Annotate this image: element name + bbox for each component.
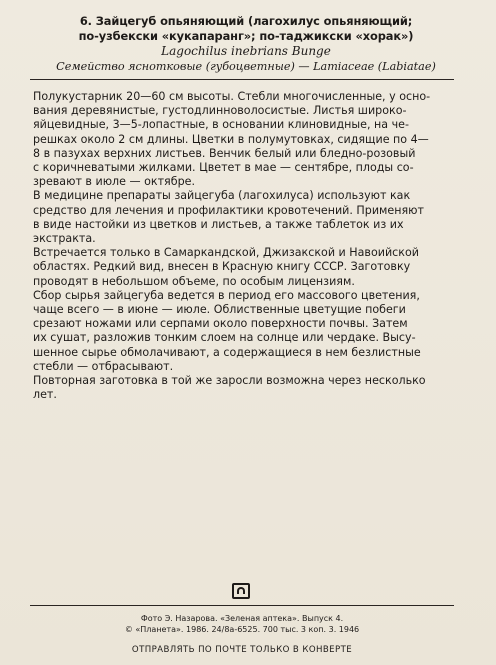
- title-line-2: по-узбекски «кукапаранг»; по-таджикски «хорак»): [78, 29, 414, 43]
- credits: [30, 613, 454, 635]
- text-line: лет.: [33, 388, 57, 402]
- text-line: яйцевидные, 3—5-лопастные, в основании клиновидные, на че-: [33, 118, 410, 132]
- text-line: Встречается только в Самаркандской, Джизакской и Навоийской: [33, 246, 419, 260]
- publisher-logo-icon: [232, 583, 250, 599]
- text-line: чаще всего — в июне — июле. Облиственные цветущие побеги: [33, 303, 406, 317]
- text-line: зревают в июле — октябре.: [33, 175, 195, 189]
- text-line: их сушат, разложив тонким слоем на солнце или чердаке. Высу-: [33, 331, 416, 345]
- credit-line-1: Фото Э. Назарова. «Зеленая аптека». Выпуск 4.: [140, 614, 344, 623]
- top-divider: [30, 79, 454, 80]
- text-line: стебли — отбрасывают.: [33, 359, 174, 373]
- text-line: Сбор сырья зайцегуба ведется в период его массового цветения,: [33, 288, 420, 302]
- paragraph-medicine: [33, 189, 457, 246]
- text-line: вания деревянистые, густодлинноволосистые. Листья широко-: [33, 104, 407, 118]
- text-line: решках около 2 см длины. Цветки в полумутовках, сидящие по 4—: [33, 132, 429, 146]
- text-line: Повторная заготовка в той же заросли возможна через несколько: [33, 374, 426, 388]
- family-line: Семейство яснотковые (губоцветные) — Lamiaceae (Labiatae): [56, 60, 436, 73]
- text-line: средство для лечения и профилактики кровотечений. Применяют: [33, 203, 424, 217]
- text-line: с коричневатыми жилками. Цветет в мае — сентябре, плоды со-: [33, 161, 414, 175]
- latin-name: Lagochilus inebrians Bunge: [161, 44, 331, 58]
- description-text: [33, 90, 457, 402]
- text-line: экстракта.: [33, 232, 96, 246]
- text-line: проводят в небольшом объеме, по особым лицензиям.: [33, 274, 355, 288]
- title-line-1: 6. Зайцегуб опьяняющий (лагохилус опьяняющий;: [79, 14, 413, 28]
- text-line: 8 в пазухах верхних листьев. Венчик белый или бледно-розовый: [33, 146, 416, 160]
- mail-note: ОТПРАВЛЯТЬ ПО ПОЧТЕ ТОЛЬКО В КОНВЕРТЕ: [131, 645, 353, 655]
- paragraph-description: [33, 90, 457, 189]
- text-line: Полукустарник 20—60 см высоты. Стебли многочисленные, у осно-: [33, 90, 431, 103]
- card-header: [30, 14, 462, 74]
- text-line: срезают ножами или серпами около поверхности почвы. Затем: [33, 317, 408, 331]
- paragraph-range: [33, 246, 457, 289]
- text-line: В медицине препараты зайцегуба (лагохилуса) используют как: [33, 189, 411, 203]
- text-line: шенное сырье обмолачивают, а содержащиеся в нем безлистные: [33, 345, 421, 359]
- text-line: областях. Редкий вид, внесен в Красную книгу СССР. Заготовку: [33, 260, 411, 274]
- bottom-divider: [30, 605, 454, 606]
- text-line: в виде настойки из цветков и листьев, а также таблеток из их: [33, 217, 404, 231]
- credit-line-2: © «Планета». 1986. 24/8а-6525. 700 тыс. 3 коп. 3. 1946: [124, 625, 360, 634]
- paragraph-repeat: [33, 374, 457, 402]
- paragraph-harvest: [33, 289, 457, 374]
